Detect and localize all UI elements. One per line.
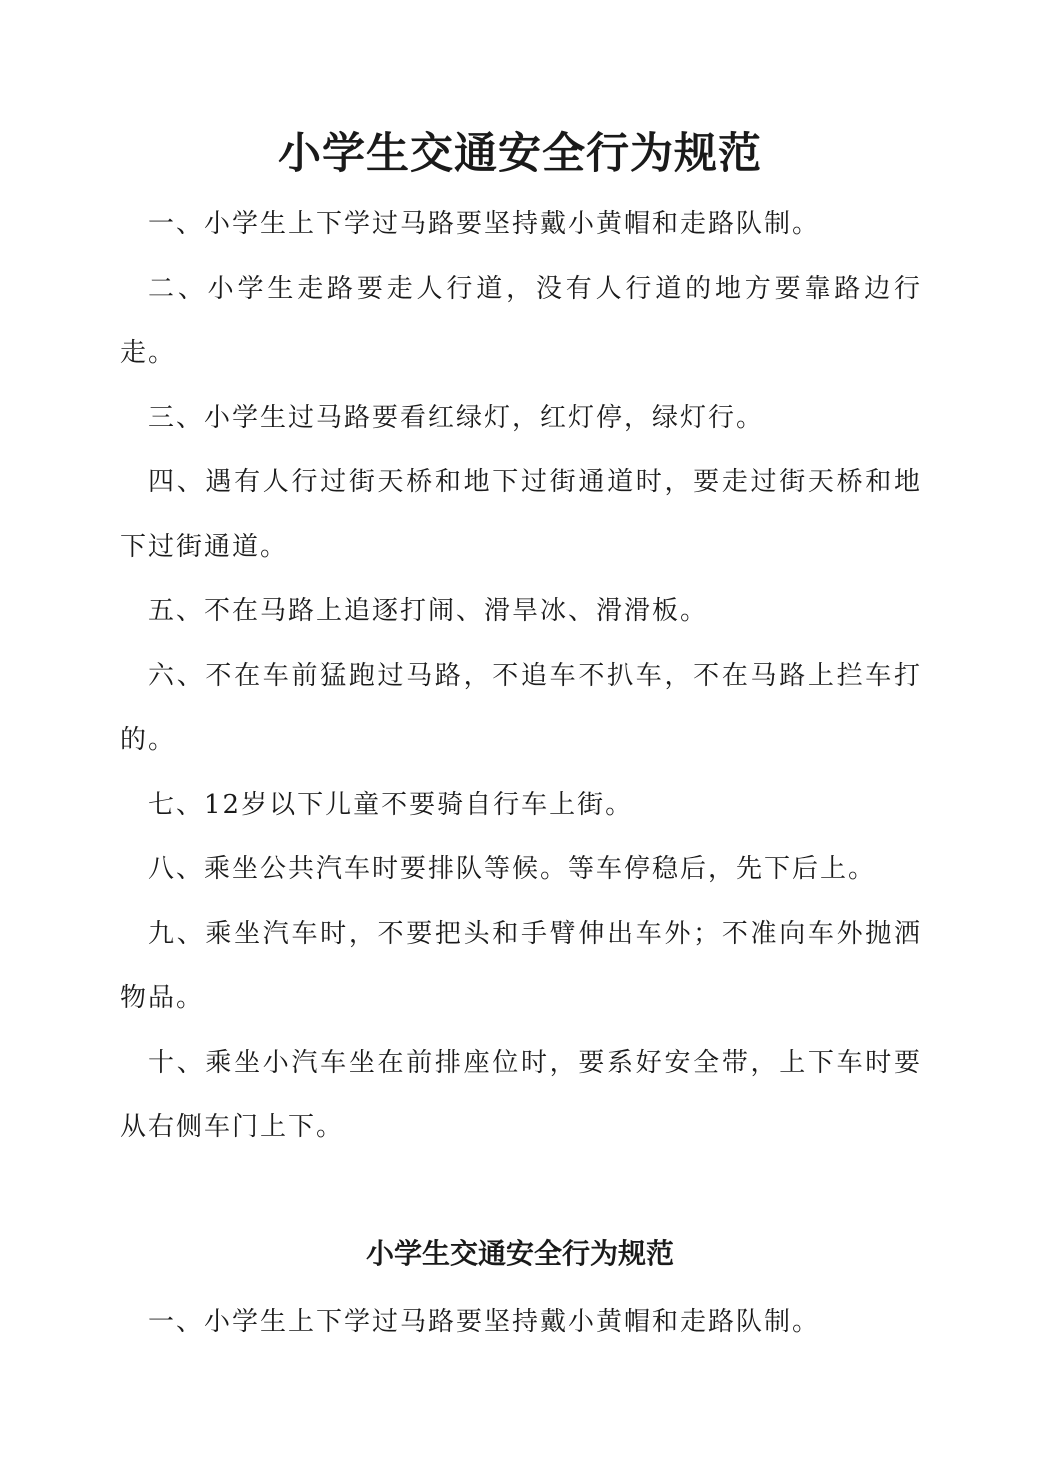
paragraph-6: 六、不在车前猛跑过马路，不追车不扒车，不在马路上拦车打的。	[120, 660, 922, 755]
paragraph-5: 五、不在马路上追逐打闹、滑旱冰、滑滑板。	[148, 596, 709, 626]
document-body	[120, 192, 922, 1160]
second-page-paragraph-1: 一、小学生上下学过马路要坚持戴小黄帽和走路队制。	[148, 1307, 821, 1337]
paragraph-4: 四、遇有人行过街天桥和地下过街通道时，要走过街天桥和地下过街通道。	[120, 467, 922, 562]
paragraph-3: 三、小学生过马路要看红绿灯，红灯停，绿灯行。	[148, 402, 765, 433]
paragraph-1: 一、小学生上下学过马路要坚持戴小黄帽和走路队制。	[148, 209, 821, 239]
second-page-body	[120, 1290, 922, 1355]
paragraph-8: 八、乘坐公共汽车时要排队等候。等车停稳后，先下后上。	[148, 854, 877, 884]
paragraph-2: 二、小学生走路要走人行道，没有人行道的地方要靠路边行走。	[120, 273, 922, 368]
document-title: 小学生交通安全行为规范	[278, 129, 762, 179]
paragraph-10: 十、乘坐小汽车坐在前排座位时，要系好安全带，上下车时要从右侧车门上下。	[120, 1047, 922, 1142]
paragraph-9: 九、乘坐汽车时，不要把头和手臂伸出车外；不准向车外抛洒物品。	[120, 918, 922, 1013]
paragraph-7: 七、12岁以下儿童不要骑自行车上街。	[148, 789, 634, 820]
second-page-title: 小学生交通安全行为规范	[365, 1237, 674, 1270]
